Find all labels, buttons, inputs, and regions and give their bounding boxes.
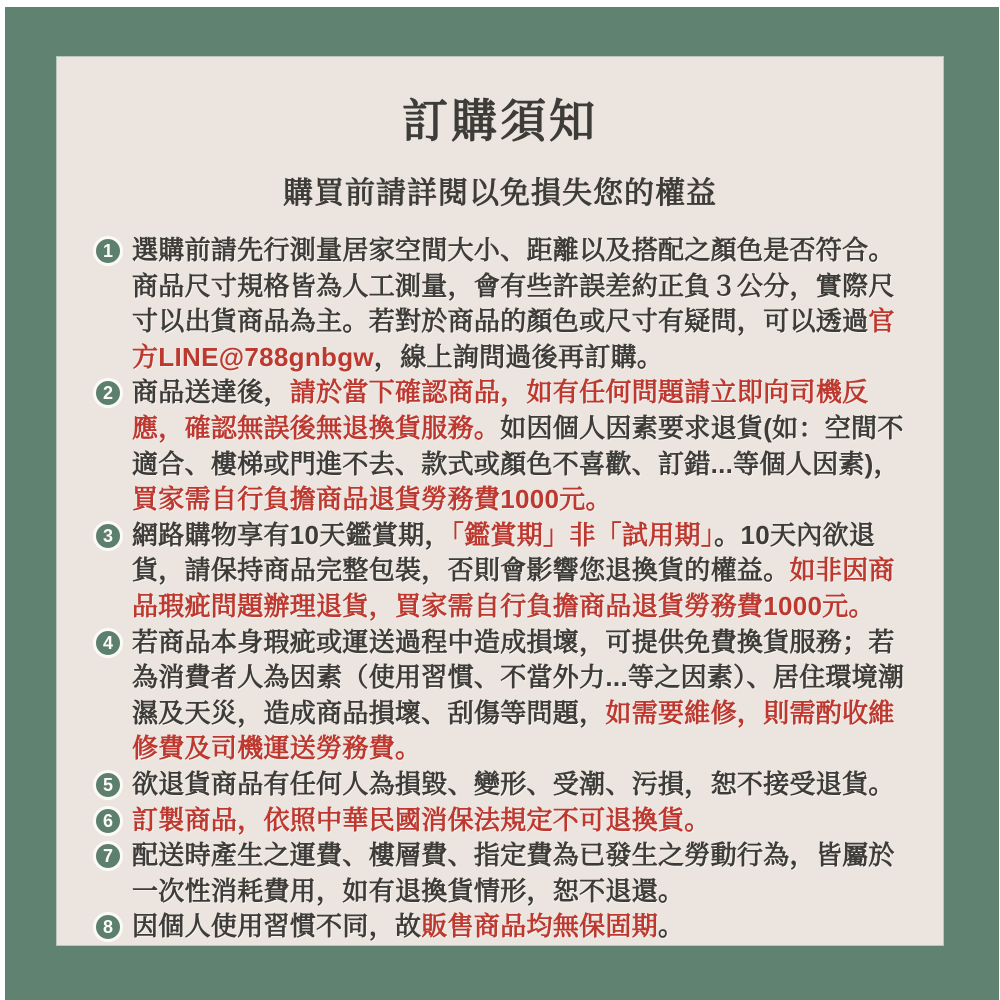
item-text [132,767,907,803]
body-text: 欲退貨商品有任何人為損毀、變形、受潮、污損，恕不接受退貨。 [132,768,895,799]
page-title: 訂購須知 [402,95,598,147]
highlighted-text: 「鑑賞期」非「試用期」 [450,519,715,550]
item-number-badge: 7 [93,841,123,871]
highlighted-text: 訂製商品，依照中華民國消保法規定不可退換貨。 [132,804,711,835]
notice-card [57,57,943,945]
highlighted-text: 官方LINE@788gnbgw [132,306,895,372]
item-number-badge: 6 [93,806,123,836]
body-text: 若商品本身瑕疵或運送過程中造成損壞，可提供免費換貨服務；若為消費者人為因素（使用習慣、不當外力...等之因素）、居住環境潮濕及天災，造成商品損壞、刮傷等問題， [132,626,905,728]
item-text [132,233,907,375]
notice-item [93,375,907,517]
item-text [132,518,907,625]
notice-item [93,518,907,625]
notice-list [93,233,907,945]
highlighted-text: 買家需自行負擔商品退貨勞務費1000元。 [132,484,612,515]
notice-item [93,233,907,375]
item-text [132,838,907,909]
item-number-badge: 1 [93,236,123,266]
body-text: 。 [658,911,685,942]
body-text: ，線上詢問過後再訂購。 [373,341,664,372]
green-border [5,7,999,1000]
item-number-badge: 8 [93,912,123,942]
item-number-badge: 5 [93,770,123,800]
item-text [132,909,907,945]
body-text: 如因個人因素要求退貨(如：空間不適合、樓梯或門進不去、款式或顏色不喜歡、訂錯...等個人因素)， [132,412,904,479]
notice-item [93,803,907,839]
body-text: 選購前請先行測量居家空間大小、距離以及搭配之顏色是否符合。商品尺寸規格皆為人工測量，會有些許誤差約正負３公分，實際尺寸以出貨商品為主。若對於商品的顏色或尺寸有疑問，可以透過 [132,235,895,337]
item-text [132,625,907,767]
body-text: 商品送達後， [132,377,290,408]
item-number-badge: 4 [93,628,123,658]
highlighted-text: 如需要維修，則需酌收維修費及司機運送勞務費。 [132,697,895,764]
item-text [132,375,907,517]
page-subtitle: 購買前請詳閱以免損失您的權益 [283,177,717,210]
notice-item [93,625,907,767]
body-text: 網路購物享有10天鑑賞期， [132,519,451,550]
body-text: 因個人使用習慣不同，故 [132,911,422,942]
highlighted-text: 請於當下確認商品，如有任何問題請立即向司機反應，確認無誤後無退換貨服務。 [132,377,869,443]
item-number-badge: 2 [93,378,123,408]
highlighted-text: 販售商品均無保固期 [421,911,659,942]
highlighted-text: 如非因商品瑕疵問題辦理退貨，買家需自行負擔商品退貨勞務費1000元。 [132,555,895,621]
body-text: 配送時產生之運費、樓層費、指定費為已發生之勞動行為，皆屬於一次性消耗費用，如有退換貨情形，恕不退還。 [132,840,895,906]
item-number-badge: 3 [93,521,123,551]
notice-item [93,909,907,945]
notice-item [93,838,907,909]
item-text [132,803,907,839]
body-text: 。10天內欲退貨，請保持商品完整包裝，否則會影響您退換貨的權益。 [132,519,876,586]
notice-item [93,767,907,803]
